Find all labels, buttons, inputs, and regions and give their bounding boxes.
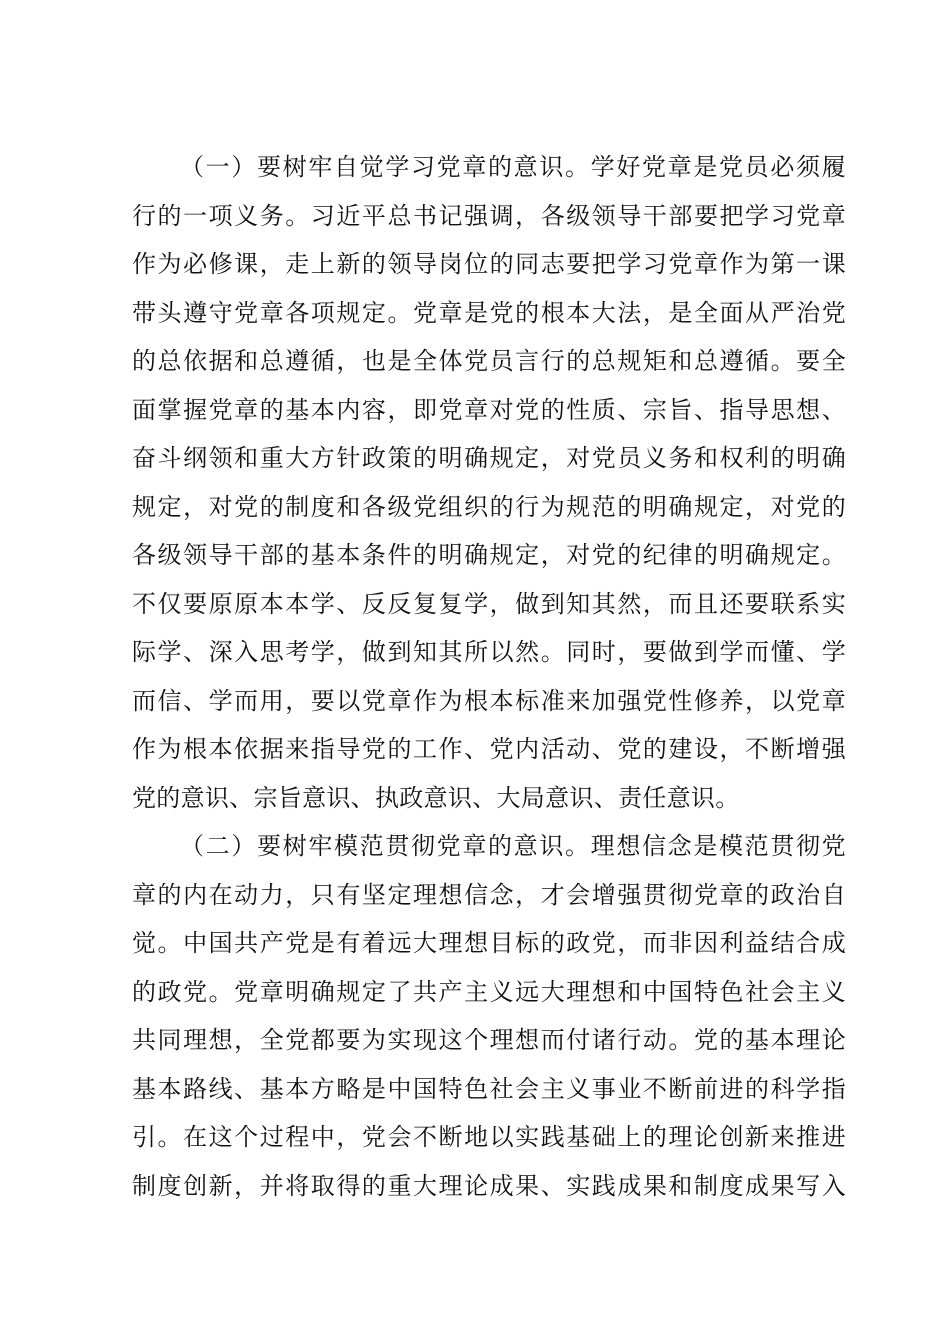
paragraph-line: 不仅要原原本本学、反反复复学，做到知其然，而且还要联系实 bbox=[132, 589, 846, 618]
paragraph-line: 共同理想，全党都要为实现这个理想而付诸行动。党的基本理论 bbox=[132, 1026, 846, 1054]
paragraph-line: 作为根本依据来指导党的工作、党内活动、党的建设，不断增强 bbox=[132, 735, 846, 763]
paragraph-line: （一）要树牢自觉学习党章的意识。学好党章是党员必须履 bbox=[180, 153, 846, 181]
paragraph-2 bbox=[132, 822, 846, 1210]
paragraph-line: 规定，对党的制度和各级党组织的行为规范的明确规定，对党的 bbox=[132, 492, 846, 521]
paragraph-line: 引。在这个过程中，党会不断地以实践基础上的理论创新来推进 bbox=[132, 1123, 846, 1151]
paragraph-line: 党的意识、宗旨意识、执政意识、大局意识、责任意识。 bbox=[132, 783, 740, 812]
paragraph-line: 际学、深入思考学，做到知其所以然。同时，要做到学而懂、学 bbox=[132, 638, 846, 666]
paragraph-line: 基本路线、基本方略是中国特色社会主义事业不断前进的科学指 bbox=[132, 1074, 846, 1103]
paragraph-line: 奋斗纲领和重大方针政策的明确规定，对党员义务和权利的明确 bbox=[132, 444, 846, 472]
paragraph-line: 面掌握党章的基本内容，即党章对党的性质、宗旨、指导思想、 bbox=[132, 395, 846, 424]
paragraph-line: （二）要树牢模范贯彻党章的意识。理想信念是模范贯彻党 bbox=[180, 832, 846, 860]
paragraph-line: 各级领导干部的基本条件的明确规定，对党的纪律的明确规定。 bbox=[132, 541, 846, 569]
paragraph-line: 而信、学而用，要以党章作为根本标准来加强党性修养，以党章 bbox=[132, 686, 846, 715]
paragraph-line: 带头遵守党章各项规定。党章是党的根本大法，是全面从严治党 bbox=[132, 298, 846, 327]
paragraph-line: 制度创新，并将取得的重大理论成果、实践成果和制度成果写入 bbox=[132, 1171, 846, 1200]
paragraph-line: 章的内在动力，只有坚定理想信念，才会增强贯彻党章的政治自 bbox=[132, 880, 846, 909]
paragraph-line: 觉。中国共产党是有着远大理想目标的政党，而非因利益结合成 bbox=[132, 929, 846, 957]
paragraph-line: 作为必修课，走上新的领导岗位的同志要把学习党章作为第一课 bbox=[132, 250, 846, 278]
paragraph-line: 的政党。党章明确规定了共产主义远大理想和中国特色社会主义 bbox=[132, 977, 846, 1006]
paragraph-1 bbox=[132, 143, 846, 822]
body-text bbox=[132, 143, 846, 1210]
paragraph-line: 的总依据和总遵循，也是全体党员言行的总规矩和总遵循。要全 bbox=[132, 347, 846, 375]
paragraph-line: 行的一项义务。习近平总书记强调，各级领导干部要把学习党章 bbox=[132, 201, 846, 230]
